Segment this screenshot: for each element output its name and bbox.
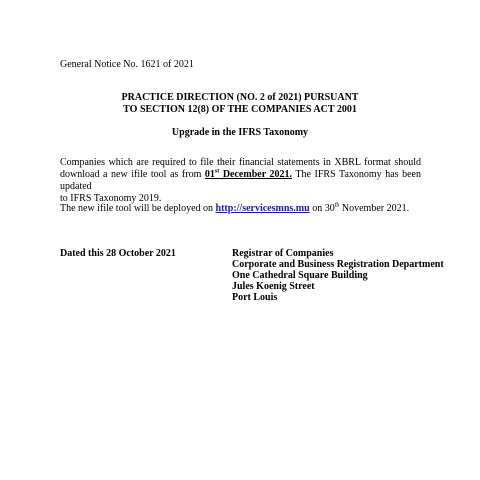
registrar-line: Registrar of Companies bbox=[232, 248, 334, 259]
services-link[interactable]: http://servicesmns.mu bbox=[215, 203, 310, 214]
registrar-line: Jules Koenig Street bbox=[232, 281, 315, 292]
registrar-line: Port Louis bbox=[232, 292, 278, 303]
practice-direction-title bbox=[60, 92, 420, 116]
paragraph-deployment: The new ifile tool will be deployed on http://servicesmns.mu on 30th November 2021. bbox=[60, 202, 410, 214]
paragraph-requirement bbox=[60, 157, 421, 205]
registrar-line: Corporate and Business Registration Department bbox=[232, 259, 444, 270]
paragraph-1-line-2-end: The IFRS Taxonomy has been updated bbox=[60, 169, 421, 192]
effective-date: 01st December 2021. bbox=[204, 168, 293, 180]
registrar-signature-block bbox=[232, 248, 444, 303]
paragraph-1-line-1: Companies which are required to file their financial statements in XBRL format should bbox=[60, 157, 421, 168]
paragraph-1-line-2-start: download a new ifile tool as from bbox=[60, 169, 205, 180]
document-subtitle: Upgrade in the IFRS Taxonomy bbox=[171, 127, 309, 138]
paragraph-1-line-3: to IFRS Taxonomy 2019. bbox=[60, 193, 162, 204]
title-line-2: TO SECTION 12(8) OF THE COMPANIES ACT 2001 bbox=[123, 104, 357, 115]
general-notice-number: General Notice No. 1621 of 2021 bbox=[60, 59, 194, 70]
paragraph-1-line-2 bbox=[60, 169, 421, 193]
registrar-line: One Cathedral Square Building bbox=[232, 270, 368, 281]
dated-line: Dated this 28 October 2021 bbox=[60, 248, 176, 259]
title-line-1: PRACTICE DIRECTION (NO. 2 of 2021) PURSUANT bbox=[121, 92, 359, 103]
